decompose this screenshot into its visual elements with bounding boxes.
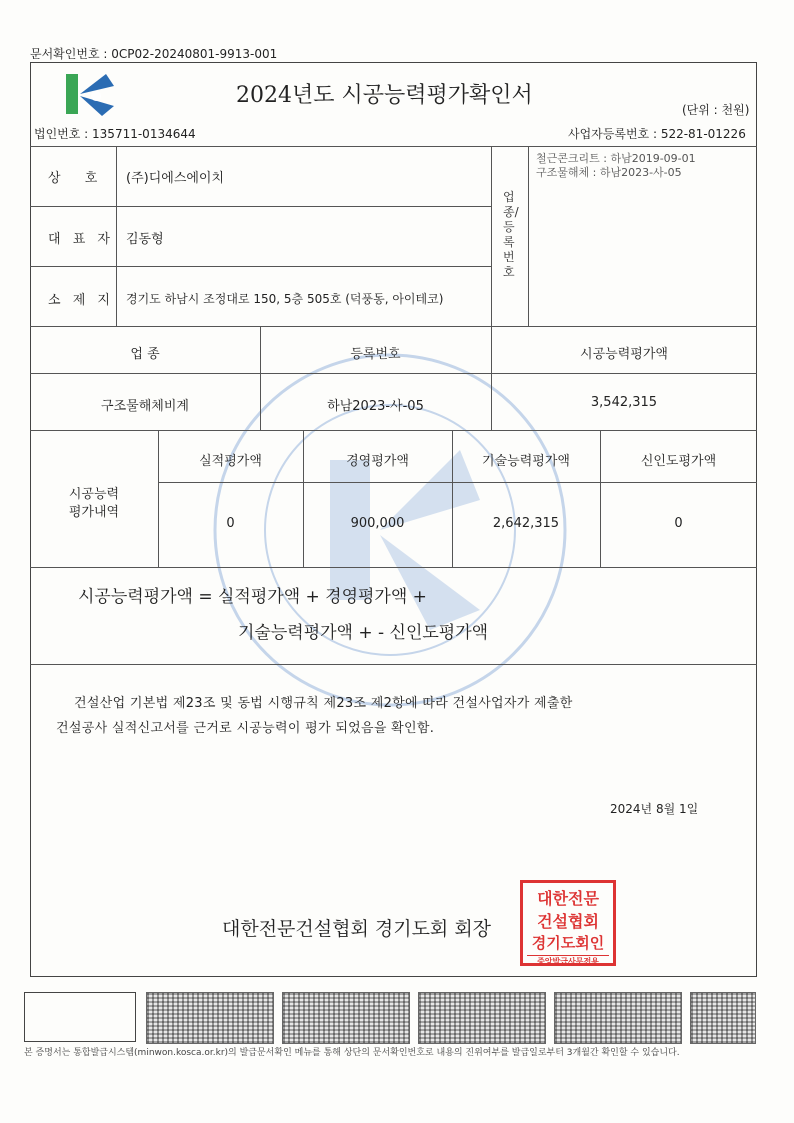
registration-item: 구조물해체 : 하남2023-사-05: [536, 166, 682, 179]
2d-barcode-1: [146, 992, 274, 1044]
table1-header-industry: 업 종: [130, 347, 160, 362]
issuer-name: 대한전문건설협회 경기도회 회장: [222, 918, 492, 940]
2d-barcode-3: [418, 992, 546, 1044]
business-registration-number: 사업자등록번호 : 522-81-01226: [568, 127, 746, 141]
registration-side-label: 업종/등록번호: [503, 190, 519, 279]
corporate-number: 법인번호 : 135711-0134644: [34, 127, 196, 141]
table1-cell-capacity: 3,542,315: [590, 395, 658, 410]
address-label: 소 제 지: [48, 293, 114, 308]
unit-label: (단위 : 천원): [682, 103, 750, 117]
table2-value-performance: 0: [226, 516, 235, 531]
formula-line-1: 시공능력평가액 = 실적평가액 + 경영평가액 +: [78, 587, 427, 607]
table1-header-registration: 등록번호: [350, 347, 401, 362]
company-name-value: (주)디에스에이치: [126, 171, 225, 186]
issue-date: 2024년 8월 1일: [610, 802, 699, 816]
document-check-number: 문서확인번호 : 0CP02-20240801-9913-001: [30, 47, 278, 61]
barcode-box: [24, 992, 136, 1042]
table2-header-credibility: 신인도평가액: [640, 454, 717, 469]
table2-value-credibility: 0: [674, 516, 683, 531]
page-title: 2024년도 시공능력평가확인서: [236, 83, 533, 108]
statement-line-1: 건설산업 기본법 제23조 및 동법 시행규칙 제23조 제2항에 따라 건설사업자가 제출한: [74, 696, 573, 711]
table2-value-technical: 2,642,315: [492, 516, 560, 531]
table2-header-performance: 실적평가액: [199, 454, 262, 469]
table1-cell-registration: 하남2023-사-05: [327, 399, 424, 414]
table2-value-management: 900,000: [350, 516, 405, 531]
2d-barcode-2: [282, 992, 410, 1044]
footer-verification-note: 본 증명서는 통합발급시스템(minwon.kosca.or.kr)의 발급문서확인 메뉴를 통해 상단의 문서확인번호로 내용의 진위여부를 발급일로부터 3개월간 확인할 수 있습니다.: [24, 1048, 680, 1058]
table2-row-label: 시공능력: [68, 487, 120, 502]
formula-line-2: 기술능력평가액 + - 신인도평가액: [238, 623, 489, 643]
representative-value: 김동형: [126, 232, 164, 247]
table1-cell-industry: 구조물해체비계: [101, 399, 189, 414]
table2-header-technical: 기술능력평가액: [482, 454, 570, 469]
statement-line-2: 건설공사 실적신고서를 근거로 시공능력이 평가 되었음을 확인함.: [56, 721, 435, 736]
representative-label: 대 표 자: [48, 232, 114, 247]
address-value: 경기도 하남시 조정대로 150, 5층 505호 (덕풍동, 아이테코): [126, 292, 444, 306]
official-seal-stamp: 대한전문 건설협회 경기도회인 중앙발급사무전용: [520, 880, 616, 966]
table1-header-capacity: 시공능력평가액: [580, 347, 668, 362]
table2-row-label: 평가내역: [68, 505, 120, 520]
2d-barcode-4: [554, 992, 682, 1044]
company-name-label: 상 호: [48, 171, 108, 186]
2d-barcode-5: [690, 992, 756, 1044]
registration-item: 철근콘크리트 : 하남2019-09-01: [536, 152, 696, 165]
table2-header-management: 경영평가액: [346, 454, 409, 469]
